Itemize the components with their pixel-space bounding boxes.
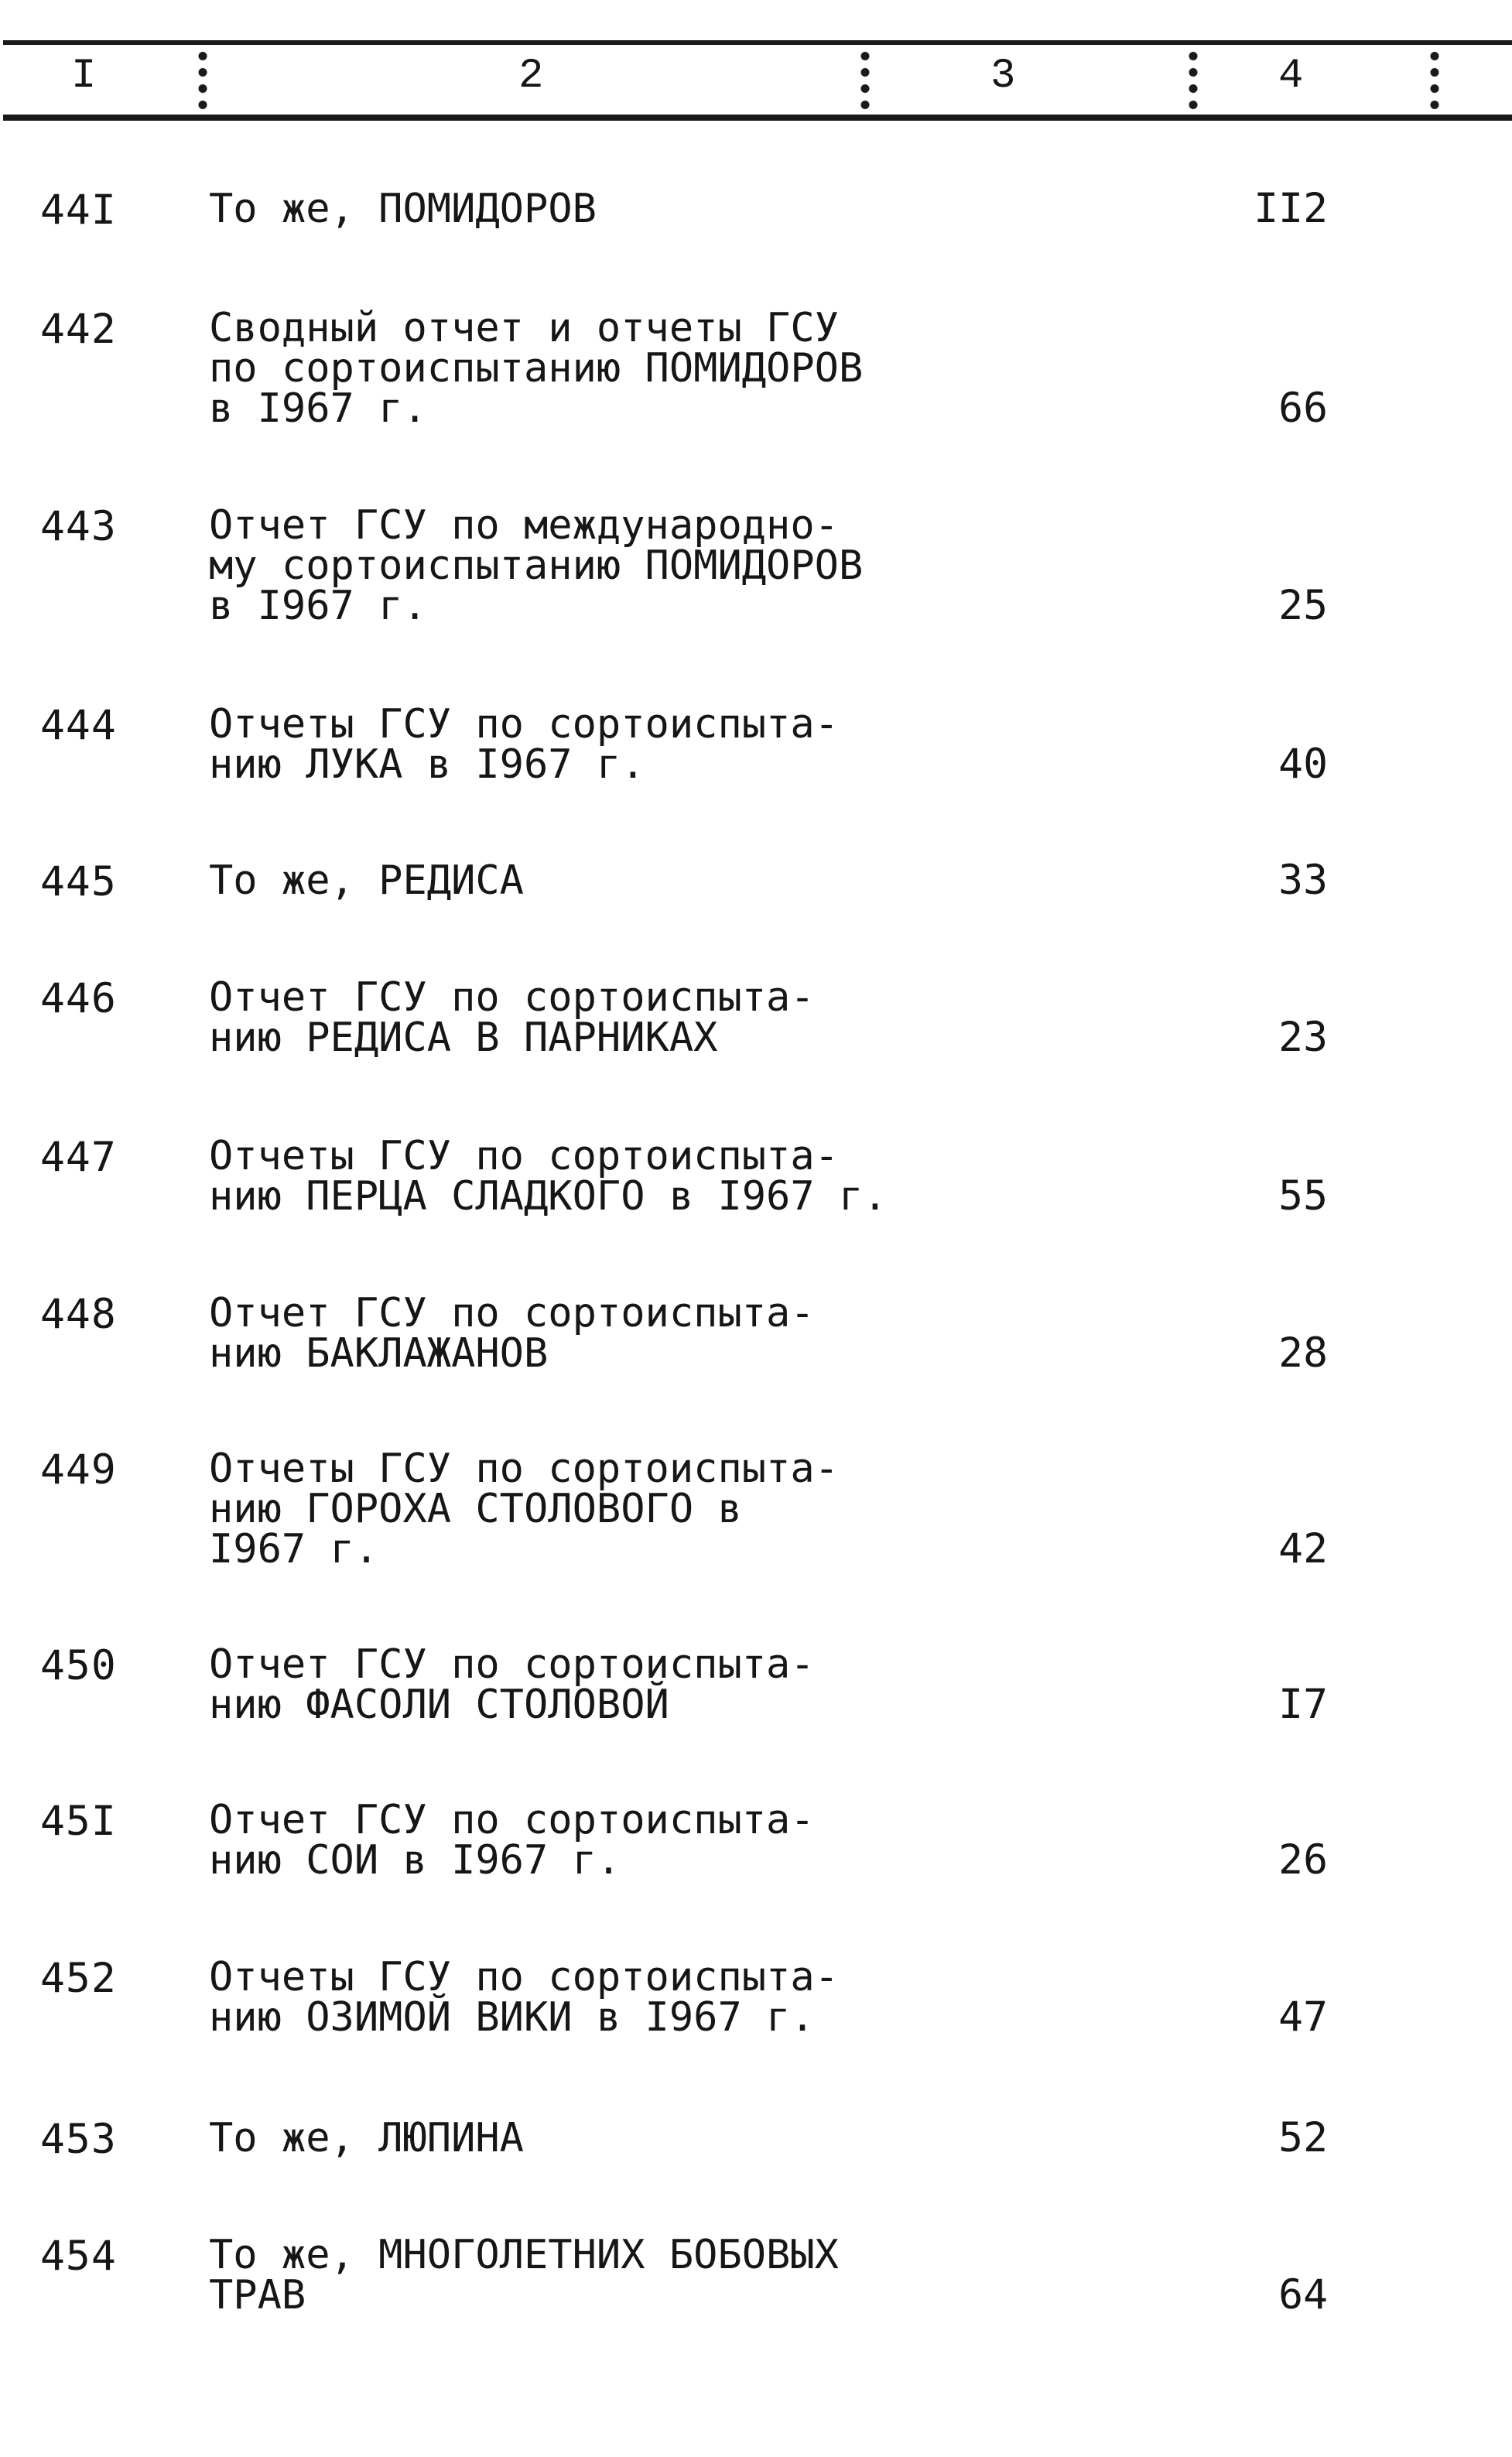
column-header-2: 2 bbox=[518, 53, 544, 100]
row-sheet-count: 40 bbox=[1278, 741, 1328, 788]
row-title bbox=[209, 2115, 524, 2161]
row-title-line: нию БАКЛАЖАНОВ bbox=[209, 1330, 549, 1377]
row-number: 447 bbox=[40, 1134, 117, 1181]
column-header-1: I bbox=[71, 53, 97, 100]
row-sheet-count: 26 bbox=[1278, 1836, 1328, 1884]
row-title bbox=[209, 186, 597, 232]
column-header-4: 4 bbox=[1278, 53, 1304, 100]
row-title bbox=[209, 701, 839, 788]
row-title-line: в I967 г. bbox=[209, 385, 427, 432]
row-title bbox=[209, 1641, 815, 1728]
row-title-line: То же, РЕДИСА bbox=[209, 857, 524, 904]
row-title-line: Отчет ГСУ по сортоиспыта- bbox=[209, 974, 815, 1021]
row-title-line: нию ФАСОЛИ СТОЛОВОЙ bbox=[209, 1682, 669, 1728]
row-title-line: нию ГОРОХА СТОЛОВОГО в bbox=[209, 1486, 742, 1532]
row-sheet-count: 47 bbox=[1278, 1993, 1328, 2041]
column-separator bbox=[1189, 48, 1198, 115]
row-number: 453 bbox=[40, 2116, 117, 2163]
row-number: 450 bbox=[40, 1642, 117, 1689]
row-sheet-count: I7 bbox=[1278, 1681, 1328, 1728]
row-sheet-count: 55 bbox=[1278, 1172, 1328, 1220]
row-number: 44I bbox=[40, 186, 117, 234]
row-number: 445 bbox=[40, 858, 117, 905]
row-title-line: нию РЕДИСА В ПАРНИКАХ bbox=[209, 1015, 718, 1061]
row-title-line: Отчет ГСУ по сортоиспыта- bbox=[209, 1797, 815, 1843]
row-number: 452 bbox=[40, 1955, 117, 2002]
row-title-line: по сортоиспытанию ПОМИДОРОВ bbox=[209, 345, 864, 392]
row-title-line: Отчет ГСУ по сортоиспыта- bbox=[209, 1641, 815, 1688]
row-sheet-count: II2 bbox=[1254, 185, 1328, 232]
row-title bbox=[209, 857, 524, 904]
row-sheet-count: 25 bbox=[1278, 582, 1328, 629]
row-number: 444 bbox=[40, 702, 117, 749]
row-number: 446 bbox=[40, 975, 117, 1022]
row-title-line: Отчеты ГСУ по сортоиспыта- bbox=[209, 1446, 839, 1492]
row-number: 443 bbox=[40, 503, 117, 550]
row-title-line: му сортоиспытанию ПОМИДОРОВ bbox=[209, 542, 864, 589]
row-sheet-count: 23 bbox=[1278, 1014, 1328, 1061]
row-title bbox=[209, 305, 864, 432]
row-title bbox=[209, 1797, 815, 1884]
row-title-line: Отчеты ГСУ по сортоиспыта- bbox=[209, 1133, 839, 1179]
row-title-line: То же, ЛЮПИНА bbox=[209, 2115, 524, 2161]
row-title-line: То же, ПОМИДОРОВ bbox=[209, 186, 597, 232]
row-title bbox=[209, 1133, 888, 1220]
row-title-line: Отчеты ГСУ по сортоиспыта- bbox=[209, 701, 839, 748]
row-title-line: нию ОЗИМОЙ ВИКИ в I967 г. bbox=[209, 1994, 815, 2041]
column-header-3: 3 bbox=[990, 53, 1016, 100]
row-sheet-count: 66 bbox=[1278, 385, 1328, 432]
row-title-line: Сводный отчет и отчеты ГСУ bbox=[209, 305, 839, 351]
column-separator bbox=[198, 48, 207, 115]
row-title-line: нию СОИ в I967 г. bbox=[209, 1837, 621, 1884]
row-title-line: Отчет ГСУ по международно- bbox=[209, 502, 839, 549]
header-top-rule bbox=[3, 40, 1512, 45]
row-title-line: Отчеты ГСУ по сортоиспыта- bbox=[209, 1954, 839, 2000]
row-title-line: Отчет ГСУ по сортоиспыта- bbox=[209, 1290, 815, 1336]
row-title bbox=[209, 1954, 839, 2041]
row-sheet-count: 33 bbox=[1278, 857, 1328, 904]
row-number: 448 bbox=[40, 1291, 117, 1338]
row-title bbox=[209, 502, 864, 629]
row-title bbox=[209, 974, 815, 1061]
row-title-line: нию ПЕРЦА СЛАДКОГО в I967 г. bbox=[209, 1173, 888, 1220]
row-sheet-count: 42 bbox=[1278, 1525, 1328, 1572]
row-number: 449 bbox=[40, 1446, 117, 1494]
row-title bbox=[209, 1446, 839, 1572]
row-number: 454 bbox=[40, 2233, 117, 2280]
row-title-line: ТРАВ bbox=[209, 2272, 306, 2318]
row-title-line: То же, МНОГОЛЕТНИХ БОБОВЫХ bbox=[209, 2232, 839, 2278]
row-number: 45I bbox=[40, 1798, 117, 1845]
header-bottom-rule bbox=[3, 115, 1512, 121]
row-sheet-count: 64 bbox=[1278, 2271, 1328, 2318]
row-sheet-count: 52 bbox=[1278, 2114, 1328, 2161]
row-title-line: в I967 г. bbox=[209, 583, 427, 629]
row-title bbox=[209, 2232, 839, 2318]
row-sheet-count: 28 bbox=[1278, 1329, 1328, 1377]
column-separator bbox=[1430, 48, 1439, 115]
row-title-line: нию ЛУКА в I967 г. bbox=[209, 741, 645, 788]
row-number: 442 bbox=[40, 306, 117, 353]
row-title bbox=[209, 1290, 815, 1377]
row-title-line: I967 г. bbox=[209, 1526, 379, 1572]
column-separator bbox=[860, 48, 870, 115]
